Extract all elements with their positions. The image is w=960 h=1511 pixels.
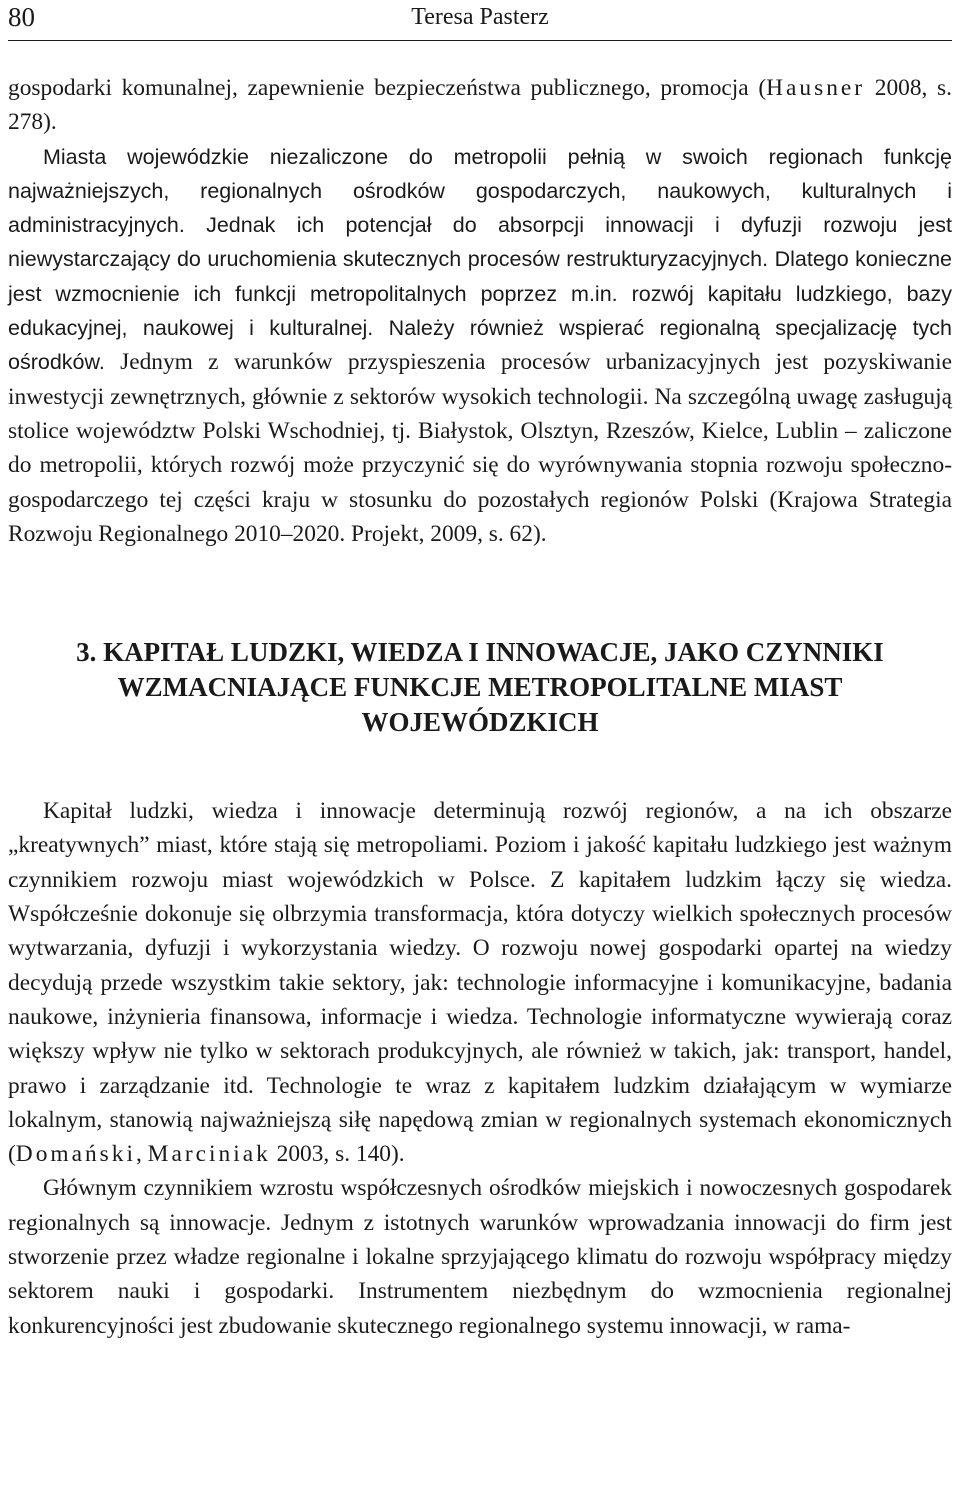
paragraph-2 (8, 140, 952, 552)
section-heading (8, 635, 952, 740)
running-title: Teresa Pasterz (411, 4, 549, 30)
paragraph-3-text: Kapitał ludzki, wiedza i innowacje determinują rozwój regionów, a na ich obszarze „kreatywnych” miast, które stają się metropoliami. Poziom i jakość kapitału ludzkiego jest ważnym czynnikiem rozwoju miast wojewódzkich w Polsce. Z kapitałem ludzkim łączy się wiedza. Współcześnie dokonuje się olbrzymia transformacja, która dotyczy wielkich społecznych procesów wytwarzania, dyfuzji i wykorzystania wiedzy. O rozwoju nowej gospodarki opartej na wiedzy decydują przede wszystkim takie sektory, jak: technologie informacyjne i komunikacyjne, badania naukowe, inżynieria finansowa, informacje i wiedza. Technologie informatyczne wywierają coraz większy wpływ nie tylko w sektorach produkcyjnych, ale również w takich, jak: transport, handel, prawo i zarządzanie itd. Technologie te wraz z kapitałem ludzkim działającym w wymiarze lokalnym, stanowią najważniejszą siłę napędową zmian w regionalnych systemach ekonomicznych ( (8, 798, 952, 1168)
paragraph-2-sans-text: Miasta wojewódzkie niezaliczone do metropolii pełnią w swoich regionach funkcję najważniejszych, regionalnych ośrodków gospodarczych, naukowych, kulturalnych i administracyjnych. Jednak ich potencjał do absorpcji innowacji i dyfuzji rozwoju jest niewystarczający do uruchomienia skutecznych procesów restrukturyzacyjnych. Dlatego konieczne jest wzmocnienie ich funkcji metropolitalnych poprzez m.in. rozwój kapitału ludzkiego, bazy edukacyjnej, naukowej i kulturalnej. Należy również wspierać regionalną specjalizację tych ośrodków. (8, 144, 952, 375)
citation-author-hausner: Hausner (766, 75, 866, 101)
running-head (8, 0, 952, 41)
section-heading-line-2: WZMACNIAJĄCE FUNKCJE METROPOLITALNE MIAST (117, 672, 843, 703)
citation-author-domanski: Domański (15, 1141, 136, 1168)
spacer (8, 740, 952, 794)
section-heading-line-3: WOJEWÓDZKICH (361, 707, 599, 738)
document-page (8, 0, 952, 1343)
paragraph-4-text: Głównym czynnikiem wzrostu współczesnych ośrodków miejskich i nowoczesnych gospodarek regionalnych są innowacje. Jednym z istotnych warunków wprowadzania innowacji do firm jest stworzenie przez władze regionalne i lokalne sprzyjającego klimatu do rozwoju współpracy między sektorem nauki i gospodarki. Instrumentem niezbędnym do wzmocnienia regionalnej konkurencyjności jest zbudowanie skutecznego regionalnego systemu innowacji, w rama- (8, 1175, 952, 1339)
paragraph-4 (8, 1171, 952, 1342)
section-heading-line-1: 3. KAPITAŁ LUDZKI, WIEDZA I INNOWACJE, JAKO CZYNNIKI (76, 637, 884, 668)
paragraph-3 (8, 794, 952, 1171)
paragraph-3-tail: 2003, s. 140). (270, 1141, 405, 1168)
paragraph-1 (8, 71, 952, 140)
citation-separator: , (135, 1141, 148, 1168)
paragraph-1-tail: 2008, s. 278). (8, 75, 953, 136)
paragraph-1-text: gospodarki komunalnej, zapewnienie bezpieczeństwa publicznego, promocja ( (8, 75, 767, 101)
spacer (8, 551, 952, 635)
paragraph-2-serif-text: Jednym z warunków przyspieszenia procesów urbanizacyjnych jest pozyskiwanie inwestycji zewnętrznych, głównie z sektorów wysokich technologii. Na szczególną uwagę zasługują stolice województw Polski Wschodniej, tj. Białystok, Olsztyn, Rzeszów, Kielce, Lublin – zaliczone do metropolii, których rozwój może przyczynić się do wyrównywania stopnia rozwoju społeczno-gospodarczego tej części kraju w stosunku do pozostałych regionów Polski (Krajowa Strategia Rozwoju Regionalnego 2010–2020. Projekt, 2009, s. 62). (8, 349, 952, 547)
page-number: 80 (8, 2, 35, 32)
citation-author-marciniak: Marciniak (147, 1141, 271, 1168)
body-text (8, 71, 952, 1343)
